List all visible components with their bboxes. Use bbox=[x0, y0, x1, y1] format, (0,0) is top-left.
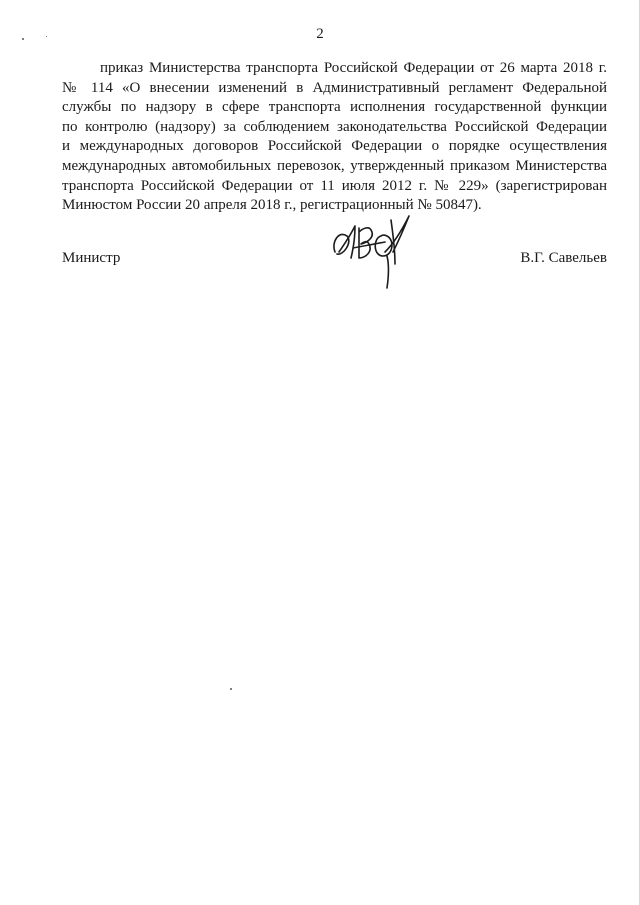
signature-block bbox=[62, 226, 607, 296]
scan-speck bbox=[230, 688, 232, 690]
signature-stroke bbox=[375, 235, 392, 256]
body-line: Минюстом России 20 апреля 2018 г., регистрационный № 50847). bbox=[62, 197, 482, 214]
body-paragraph bbox=[62, 59, 607, 216]
signature-stroke bbox=[385, 216, 409, 252]
body-line: международных автомобильных перевозок, утвержденный приказом Министерства bbox=[62, 157, 607, 174]
body-line: транспорта Российской Федерации от 11 июля 2012 г. № 229» (зарегистрирован bbox=[62, 177, 607, 194]
body-line: и международных договоров Российской Федерации о порядке осуществления bbox=[62, 138, 607, 155]
body-line: службы по надзору в сфере транспорта исполнения государственной функции bbox=[62, 99, 607, 116]
signature-stroke bbox=[334, 234, 349, 254]
signature-strokes bbox=[334, 216, 409, 288]
handwritten-signature-icon bbox=[325, 212, 425, 292]
body-line: по контролю (надзору) за соблюдением законодательства Российской Федерации bbox=[62, 118, 607, 135]
body-line: № 114 «О внесении изменений в Административный регламент Федеральной bbox=[62, 79, 607, 96]
signature-stroke bbox=[387, 256, 389, 288]
signer-name: В.Г. Савельев bbox=[520, 250, 607, 266]
signer-title: Министр bbox=[62, 250, 121, 266]
signature-stroke bbox=[359, 228, 372, 258]
page-number: 2 bbox=[316, 26, 324, 42]
body-line: приказ Министерства транспорта Российской Федерации от 26 марта 2018 г. bbox=[100, 60, 607, 76]
